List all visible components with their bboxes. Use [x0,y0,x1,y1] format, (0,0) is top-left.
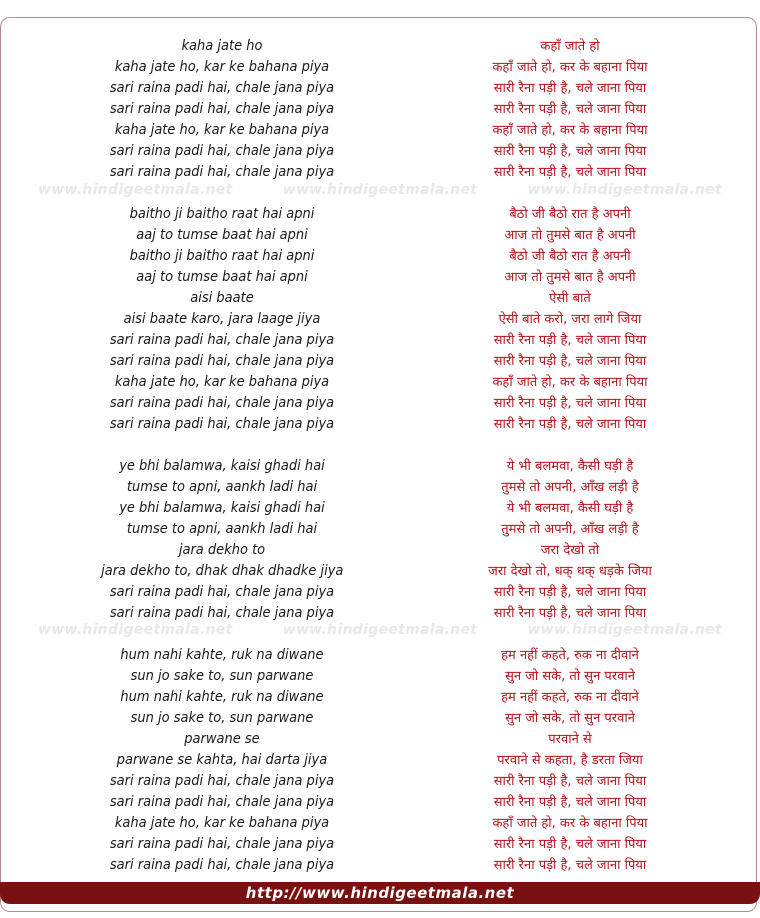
hindi-lyric-line: जरा देखो तो [540,543,600,558]
hindi-lyric-line: परवाने से [548,732,592,747]
hindi-lyric-line: सारी रैना पड़ी है, चले जाना पिया [493,81,647,96]
stanza-gap [92,624,352,645]
footer-bar [0,882,760,904]
hindi-lyric-line: सारी रैना पड़ी है, चले जाना पिया [493,837,647,852]
hindi-lyric-line: सारी रैना पड़ी है, चले जाना पिया [493,102,647,117]
hindi-lyric-line: कहाँ जाते हो, कर के बहाना पिया [492,816,648,831]
hindi-lyric-line: कहाँ जाते हो, कर के बहाना पिया [492,60,648,75]
stanza-gap [460,183,680,204]
romanized-lyric-line: sari raina padi hai, chale jana piya [109,395,335,411]
romanized-lyric-line: aaj to tumse baat hai apni [136,269,308,285]
romanized-lyric-line: ye bhi balamwa, kaisi ghadi hai [119,500,325,516]
romanized-lyric-line: jara dekho to [178,542,266,558]
romanized-lyric-line: sari raina padi hai, chale jana piya [109,605,335,621]
hindi-lyric-line: हम नहीं कहते, रुक ना दीवाने [501,648,639,663]
romanized-lyric-line: sari raina padi hai, chale jana piya [109,80,335,96]
watermark: www.hindigeetmala.net [282,182,478,198]
romanized-lyric-line: sari raina padi hai, chale jana piya [109,584,335,600]
hindi-lyric-line: सारी रैना पड़ी है, चले जाना पिया [493,795,647,810]
romanized-lyric-line: sun jo sake to, sun parwane [130,668,314,684]
romanized-lyric-line: aaj to tumse baat hai apni [136,227,308,243]
hindi-lyric-line: आज तो तुमसे बात है अपनी [504,228,636,243]
hindi-lyric-line: कहाँ जाते हो [540,39,600,54]
hindi-lyric-line: सारी रैना पड़ी है, चले जाना पिया [493,333,647,348]
watermark: www.hindigeetmala.net [38,182,233,198]
romanized-lyric-line: sari raina padi hai, chale jana piya [109,416,335,432]
romanized-lyric-line: kaha jate ho, kar ke bahana piya [114,374,330,390]
hindi-lyric-line: सारी रैना पड़ी है, चले जाना पिया [493,165,647,180]
romanized-lyric-line: tumse to apni, aankh ladi hai [126,521,318,537]
romanized-lyric-line: hum nahi kahte, ruk na diwane [120,647,324,663]
hindi-lyrics-column [460,36,680,876]
hindi-lyric-line: सारी रैना पड़ी है, चले जाना पिया [493,144,647,159]
hindi-lyric-line: ये भी बलमवा, कैसी घड़ी है [506,501,634,516]
footer-link[interactable]: http://www.hindigeetmala.net [245,884,515,902]
watermark: www.hindigeetmala.net [282,622,478,638]
romanized-lyric-line: baitho ji baitho raat hai apni [129,248,315,264]
romanized-lyric-line: ye bhi balamwa, kaisi ghadi hai [119,458,325,474]
romanized-lyric-line: baitho ji baitho raat hai apni [129,206,315,222]
stanza-gap [92,435,352,456]
hindi-lyric-line: तुमसे तो अपनी, आँख लड़ी है [501,480,639,495]
hindi-lyric-line: सुन जो सके, तो सुन परवाने [505,669,635,684]
romanized-lyric-line: sari raina padi hai, chale jana piya [109,332,335,348]
romanized-lyric-line: sari raina padi hai, chale jana piya [109,164,335,180]
romanized-lyric-line: jara dekho to, dhak dhak dhadke jiya [101,563,344,579]
stanza-gap [460,435,680,456]
stanza-gap [92,183,352,204]
romanized-lyric-line: sari raina padi hai, chale jana piya [109,794,335,810]
hindi-lyric-line: कहाँ जाते हो, कर के बहाना पिया [492,123,648,138]
romanized-lyric-line: sari raina padi hai, chale jana piya [109,101,335,117]
romanized-lyric-line: sari raina padi hai, chale jana piya [109,773,335,789]
stanza-gap [460,624,680,645]
hindi-lyric-line: सारी रैना पड़ी है, चले जाना पिया [493,354,647,369]
watermark: www.hindigeetmala.net [527,622,722,638]
romanized-lyric-line: tumse to apni, aankh ladi hai [126,479,318,495]
romanized-lyric-line: aisi baate [190,290,254,306]
hindi-lyric-line: तुमसे तो अपनी, आँख लड़ी है [501,522,639,537]
hindi-lyric-line: सारी रैना पड़ी है, चले जाना पिया [493,858,647,873]
hindi-lyric-line: सारी रैना पड़ी है, चले जाना पिया [493,396,647,411]
romanized-lyric-line: parwane se [184,731,260,747]
romanized-lyric-line: aisi baate karo, jara laage jiya [123,311,321,327]
romanized-lyric-line: sari raina padi hai, chale jana piya [109,836,335,852]
hindi-lyric-line: सारी रैना पड़ी है, चले जाना पिया [493,606,647,621]
hindi-lyric-line: बैठो जी बैठो रात है अपनी [509,207,631,222]
romanized-lyric-line: kaha jate ho [181,38,263,54]
romanized-lyric-line: parwane se kahta, hai darta jiya [116,752,328,768]
romanized-lyric-line: sari raina padi hai, chale jana piya [109,353,335,369]
hindi-lyric-line: सारी रैना पड़ी है, चले जाना पिया [493,774,647,789]
hindi-lyric-line: ऐसी बाते [549,291,591,306]
watermark: www.hindigeetmala.net [38,622,233,638]
hindi-lyric-line: हम नहीं कहते, रुक ना दीवाने [501,690,639,705]
romanized-lyric-line: kaha jate ho, kar ke bahana piya [114,122,330,138]
romanized-lyric-line: sari raina padi hai, chale jana piya [109,857,335,873]
romanized-lyric-line: sun jo sake to, sun parwane [130,710,314,726]
hindi-lyric-line: बैठो जी बैठो रात है अपनी [509,249,631,264]
watermark: www.hindigeetmala.net [527,182,722,198]
hindi-lyric-line: ये भी बलमवा, कैसी घड़ी है [506,459,634,474]
romanized-lyrics-column [92,36,352,876]
romanized-lyric-line: kaha jate ho, kar ke bahana piya [114,59,330,75]
hindi-lyric-line: सारी रैना पड़ी है, चले जाना पिया [493,417,647,432]
hindi-lyric-line: आज तो तुमसे बात है अपनी [504,270,636,285]
romanized-lyric-line: kaha jate ho, kar ke bahana piya [114,815,330,831]
hindi-lyric-line: जरा देखो तो, धक् धक् धड़के जिया [488,564,652,579]
hindi-lyric-line: सारी रैना पड़ी है, चले जाना पिया [493,585,647,600]
hindi-lyric-line: सुन जो सके, तो सुन परवाने [505,711,635,726]
romanized-lyric-line: sari raina padi hai, chale jana piya [109,143,335,159]
hindi-lyric-line: परवाने से कहता, है डरता जिया [497,753,643,768]
hindi-lyric-line: ऐसी बाते करो, जरा लागे जिया [498,312,642,327]
romanized-lyric-line: hum nahi kahte, ruk na diwane [120,689,324,705]
hindi-lyric-line: कहाँ जाते हो, कर के बहाना पिया [492,375,648,390]
